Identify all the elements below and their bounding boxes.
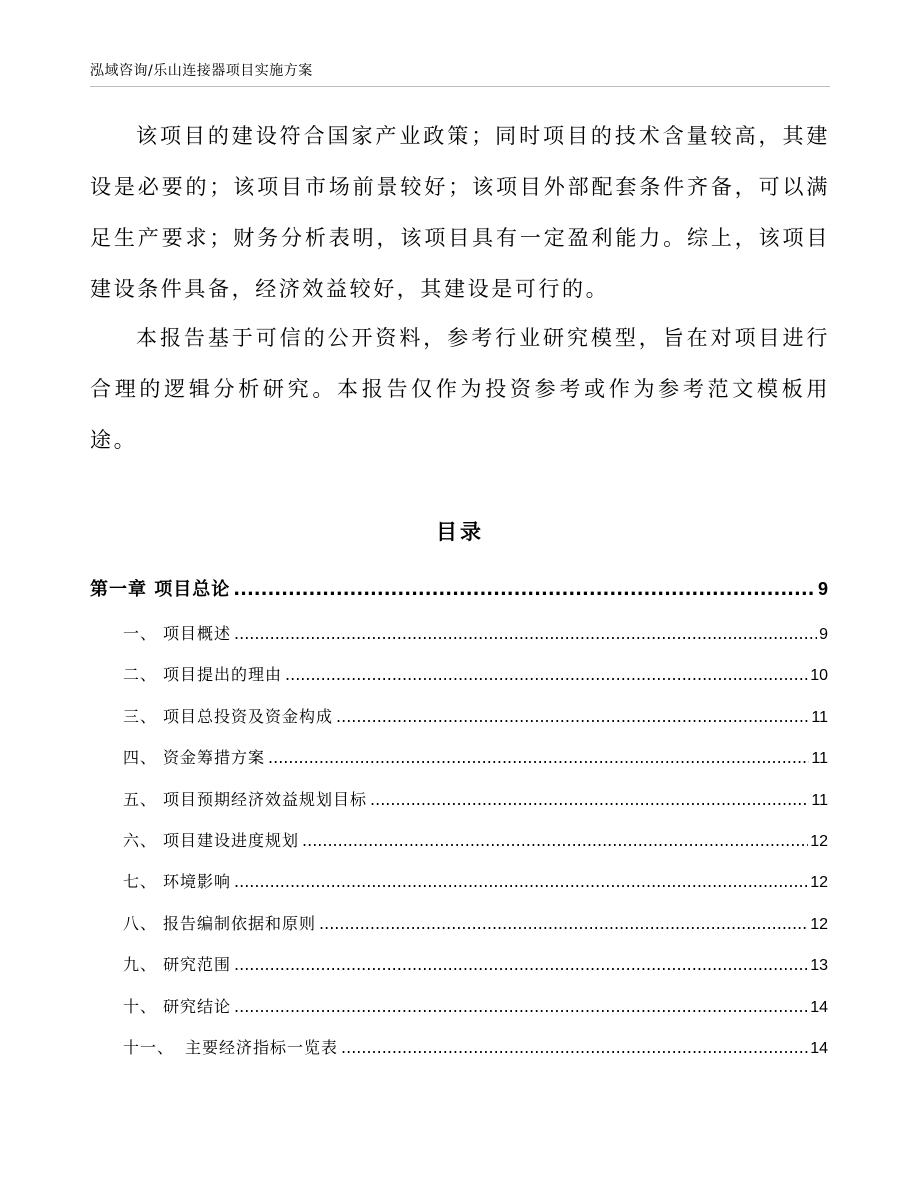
page-header: 泓域咨询/乐山连接器项目实施方案 [90,63,313,79]
toc-page-number: 11 [811,750,828,768]
toc-leader-dots [233,579,816,600]
toc-entry[interactable] [90,828,828,869]
toc-leader-dots [234,997,808,1016]
toc-entry-label: 项目总投资及资金构成 [163,706,334,726]
toc-entry-label: 研究结论 [163,996,232,1016]
toc-page-number: 11 [811,708,828,726]
toc-page-number: 14 [810,998,828,1016]
toc-entry-label: 资金筹措方案 [163,748,266,768]
toc-entry-label: 项目概述 [163,624,232,643]
toc-leader-dots [341,1038,808,1057]
toc-entry[interactable] [90,911,828,952]
toc-entry-number: 八、 [123,913,158,933]
toc-entry-label: 环境影响 [163,872,232,892]
toc-entry-number: 十一、 [123,1037,175,1057]
toc-entry[interactable] [90,745,828,786]
toc-leader-dots [336,707,809,726]
toc-leader-dots [302,831,808,850]
toc-entry-label: 主要经济指标一览表 [185,1037,339,1057]
toc-page-number: 11 [811,791,828,809]
body-paragraph-2: 本报告基于可信的公开资料，参考行业研究模型，旨在对项目进行合理的逻辑分析研究。本报告仅作为投资参考或作为参考范文模板用途。 [90,326,830,452]
toc-entry[interactable] [90,1035,828,1076]
toc-entry-number: 六、 [123,830,158,850]
toc-entry-label: 项目提出的理由 [163,665,283,685]
toc-entry[interactable] [90,869,828,910]
toc-page-number: 9 [819,626,828,643]
toc-entry-number: 七、 [123,872,158,892]
toc-entry-number: 五、 [123,789,158,809]
toc-entry-label: 项目预期经济效益规划目标 [163,789,368,809]
toc-page-number: 12 [810,874,828,892]
toc-leader-dots [268,748,809,767]
toc-entry-number: 十、 [123,996,158,1016]
toc-entry-label: 报告编制依据和原则 [163,913,317,933]
toc-entry[interactable] [90,662,828,703]
toc-page-number: 13 [810,957,828,975]
toc-entry[interactable] [90,621,828,662]
toc-entry-number: 二、 [123,665,158,685]
toc-chapter-label: 第一章 项目总论 [90,579,231,600]
toc-leader-dots [234,955,808,974]
toc-page-number: 14 [810,1039,828,1057]
toc-title: 目录 [436,520,484,544]
toc-entry-number: 四、 [123,748,158,768]
toc-entry-number: 一、 [123,624,158,643]
toc-page-number: 10 [810,667,828,685]
toc-leader-dots [370,790,809,809]
toc-entry[interactable] [90,787,828,828]
toc-page-number: 9 [817,579,828,599]
toc-page-number: 12 [810,915,828,933]
toc-entry-label: 研究范围 [163,955,232,975]
toc-leader-dots [234,624,817,643]
body-paragraph-1: 该项目的建设符合国家产业政策；同时项目的技术含量较高，其建设是必要的；该项目市场前景较好；该项目外部配套条件齐备，可以满足生产要求；财务分析表明，该项目具有一定盈利能力。综上，该项目建设条件具备，经济效益较好，其建设是可行的。 [90,124,830,301]
toc-entry[interactable] [90,704,828,745]
toc-leader-dots [234,872,808,891]
header-divider [90,86,830,87]
toc-chapter-1[interactable] [90,575,828,621]
toc-leader-dots [285,665,808,684]
table-of-contents [90,575,828,1076]
toc-entry-number: 三、 [123,706,158,726]
toc-leader-dots [319,914,808,933]
toc-entry-label: 项目建设进度规划 [163,830,300,850]
toc-entry[interactable] [90,994,828,1035]
toc-page-number: 12 [810,832,828,850]
toc-entry[interactable] [90,952,828,993]
toc-entry-number: 九、 [123,955,158,975]
